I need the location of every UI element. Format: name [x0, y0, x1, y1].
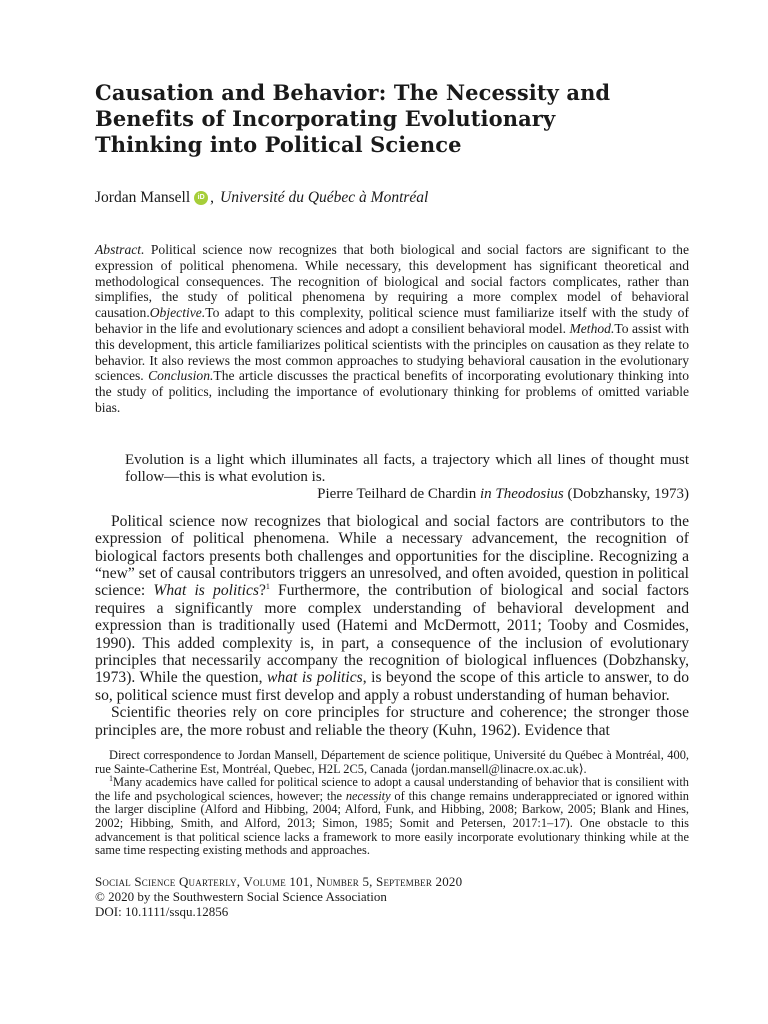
- footnote-1-emphasis: necessity: [345, 788, 391, 803]
- abstract-label: Abstract.: [95, 242, 145, 257]
- author-name: Jordan Mansell: [95, 189, 191, 206]
- footnote-ref-1[interactable]: 1: [265, 582, 270, 592]
- journal-citation: Social Science Quarterly, Volume 101, Number 5, September 2020: [95, 873, 463, 889]
- footnote-1: [95, 776, 689, 858]
- body-p1-text-a: Political science now recognizes that biological and social factors are contributors to the expression of political phenomena. While a necessary advancement, the recognition of biological factors presents both challenges and opportunities for the discipline. Recognizing a “new” set of causal contributors triggers an unresolved, and often avoided, question in political science:: [95, 512, 689, 600]
- title-line-3: Thinking into Political Science: [95, 132, 462, 157]
- abstract-method-label: Method.: [569, 320, 615, 336]
- correspondence-note: Direct correspondence to Jordan Mansell, Département de science politique, Université du Québec à Montréal, 400, rue Sainte-Catherine Est, Montréal, Quebec, H2L 2C5, Canada ⟨jordan.mansell@linacre.ox.ac.uk⟩.: [95, 748, 689, 776]
- abstract-text-4: The article discusses the practical benefits of incorporating evolutionary thinking into the study of politics, including the importance of evolutionary thinking for problems of omitted variable bias.: [95, 368, 689, 415]
- footnotes: [95, 749, 689, 858]
- author-affiliation: Université du Québec à Montréal: [220, 189, 429, 206]
- title-line-1: Causation and Behavior: The Necessity and: [95, 80, 611, 105]
- journal-copyright: © 2020 by the Southwestern Social Science Association: [95, 888, 387, 904]
- article-page: [95, 80, 689, 919]
- abstract: [95, 242, 689, 416]
- journal-info: [95, 874, 689, 919]
- abstract-conclusion-label: Conclusion.: [148, 368, 214, 384]
- epigraph-attribution: [125, 486, 689, 503]
- body-p1-question-2: what is politics: [267, 669, 363, 687]
- journal-doi: DOI: 10.1111/ssqu.12856: [95, 903, 229, 919]
- body-p1-qmark: ?: [258, 582, 266, 600]
- epigraph-source: in Theodosius: [479, 485, 564, 502]
- author-separator: ,: [210, 189, 215, 206]
- epigraph: [95, 452, 689, 503]
- footnote-1-text-b: of this change remains underappreciated or ignored within the larger discipline (Alford and Hibbing, 2004; Alford, Funk, and Hibbing, 2008; Barkow, 2005; Blank and Hines, 2002; Hibbing, Smith, and Alford, 2013; Simon, 1985; Somit and Petersen, 2017:1–17). One obstacle to this advancement is that political science lacks a framework to more easily incorporate evolutionary thinking while at the same time respecting existing methods and approaches.: [95, 788, 689, 858]
- author-line: [95, 188, 689, 208]
- article-title: [95, 80, 689, 158]
- epigraph-citation: (Dobzhansky, 1973): [563, 485, 689, 502]
- title-line-2: Benefits of Incorporating Evolutionary: [95, 106, 556, 131]
- footnote-1-mark: 1: [109, 774, 113, 784]
- body-text: [95, 513, 689, 739]
- body-p1-text-c: Furthermore, the contribution of biological and social factors requires a significantly more complex understanding of behavioral development and expression than is traditionally used (Hatemi and McDermott, 2011; Tooby and Cosmides, 1990). This added complexity is, in part, a consequence of the inclusion of evolutionary principles that necessarily accompany the recognition of biological influences (Dobzhansky, 1973). While the question,: [95, 582, 689, 687]
- abstract-objective-label: Objective.: [149, 305, 206, 321]
- footnote-1-text-a: Many academics have called for political science to adopt a causal understanding of behavior that is consilient with the life and psychological sciences, however; the: [95, 775, 689, 803]
- orcid-icon[interactable]: iD: [194, 191, 208, 205]
- abstract-text-3: To assist with this development, this article familiarizes political scientists with the principles on causation as they relate to behavior. It also reviews the most common approaches to studying behavioral causation in the evolutionary sciences.: [95, 320, 689, 384]
- abstract-text-1: Political science now recognizes that both biological and social factors are significant to the expression of political phenomena. While necessary, this development has significant theoretical and methodological consequences. The recognition of biological and social factors complicates, rather than simplifies, the study of political phenomena by requiring a more complex model of behavioral causation.: [95, 242, 689, 321]
- body-paragraph-1: [95, 513, 689, 704]
- body-p1-text-d: , is beyond the scope of this article to answer, to do so, political science must first develop and apply a robust understanding of human behavior.: [95, 669, 690, 704]
- body-paragraph-2: Scientific theories rely on core principles for structure and coherence; the stronger those principles are, the more robust and reliable the theory (Kuhn, 1962). Evidence that: [95, 704, 689, 739]
- abstract-text-2: To adapt to this complexity, political science must familiarize itself with the study of behavior in the life and evolutionary sciences and adopt a consilient behavioral model.: [95, 305, 689, 336]
- epigraph-author: Pierre Teilhard de Chardin: [317, 485, 480, 502]
- epigraph-quote: Evolution is a light which illuminates all facts, a trajectory which all lines of thought must follow—this is what evolution is.: [125, 451, 689, 485]
- body-p1-question: What is politics: [153, 582, 259, 600]
